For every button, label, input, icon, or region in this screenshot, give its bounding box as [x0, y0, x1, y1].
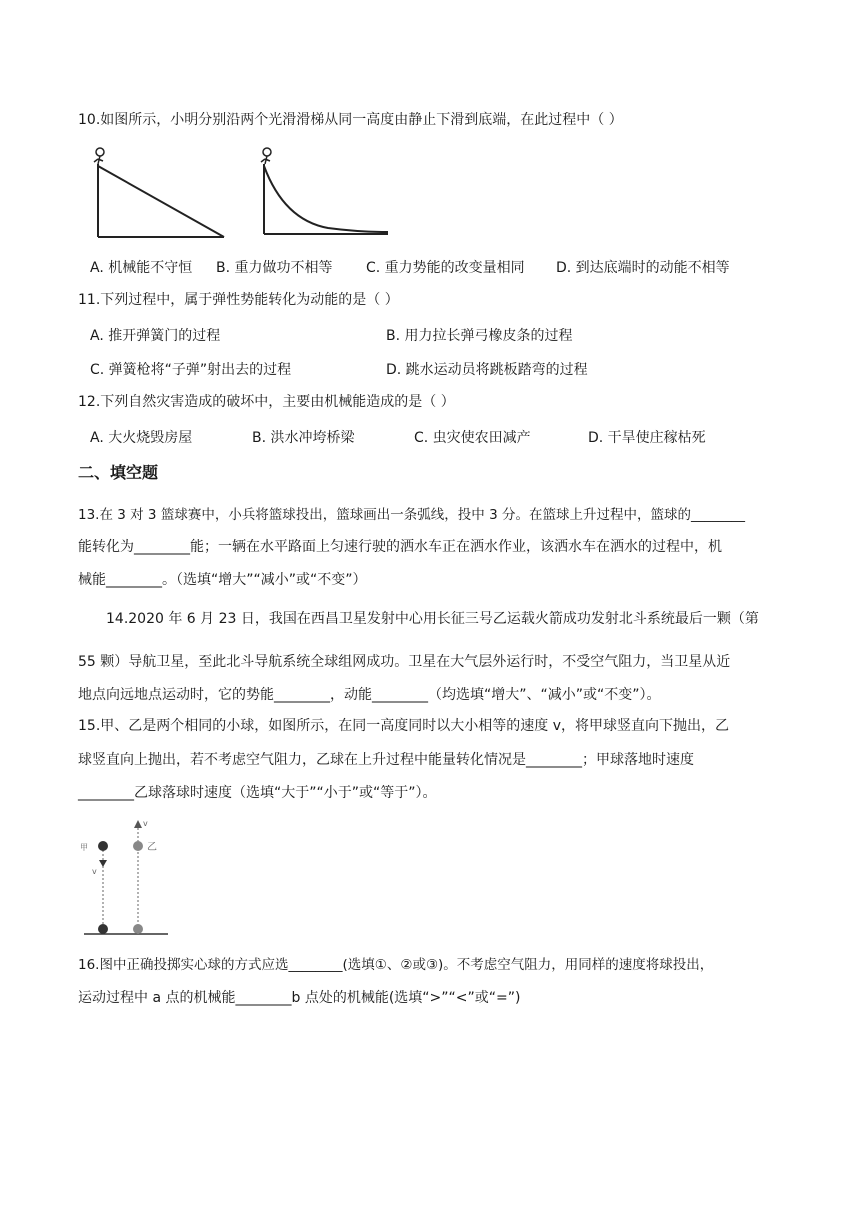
q12-stem: 12.下列自然灾害造成的破坏中，主要由机械能造成的是（ ） [78, 394, 455, 410]
q11-option-d[interactable]: D. 跳水运动员将跳板踏弯的过程 [386, 362, 588, 378]
straight-slide [98, 164, 224, 237]
q11-option-a[interactable]: A. 推开弹簧门的过程 [90, 328, 221, 344]
q14-line2: 55 颗）导航卫星，至此北斗导航系统全球组网成功。卫星在大气层外运行时，不受空气阻力，当卫星从近 [78, 654, 731, 670]
q11-option-c[interactable]: C. 弹簧枪将“子弹”射出去的过程 [90, 362, 292, 378]
arrow-down-icon [99, 860, 107, 867]
curved-slide [264, 164, 388, 234]
ball-jia-bottom [98, 924, 108, 934]
q12-option-d[interactable]: D. 干旱使庄稼枯死 [588, 430, 706, 446]
q12-option-c[interactable]: C. 虫灾使农田减产 [414, 430, 531, 446]
q15-line3: ________乙球落球时速度（选填“大于”“小于”或“等于”）。 [78, 785, 437, 801]
label-v-down: v [92, 867, 97, 876]
q13-line1: 13.在 3 对 3 篮球赛中，小兵将篮球投出，篮球画出一条弧线，投中 3 分。在篮球上升过程中，篮球的________ [78, 507, 745, 523]
q15-line2: 球竖直向上抛出，若不考虑空气阻力，乙球在上升过程中能量转化情况是________；甲球落地时速度 [78, 752, 694, 768]
q15-line1: 15.甲、乙是两个相同的小球，如图所示，在同一高度同时以大小相等的速度 v，将甲球竖直向下抛出，乙 [78, 718, 729, 734]
person-icon-right [261, 148, 271, 164]
q11-option-b[interactable]: B. 用力拉长弹弓橡皮条的过程 [386, 328, 573, 344]
slide-figure [88, 144, 408, 244]
q11-stem: 11.下列过程中，属于弹性势能转化为动能的是（ ） [78, 292, 399, 308]
section-heading: 二、填空题 [78, 463, 159, 482]
q10-option-a[interactable]: A. 机械能不守恒 [90, 260, 193, 276]
q10-option-b[interactable]: B. 重力做功不相等 [216, 260, 333, 276]
q16-line1: 16.图中正确投掷实心球的方式应选________(选填①、②或③)。不考虑空气阻力，用同样的速度将球投出， [78, 957, 714, 973]
ball-yi-top [133, 841, 143, 851]
label-v-up: v [143, 819, 148, 828]
q12-option-b[interactable]: B. 洪水冲垮桥梁 [252, 430, 355, 446]
ball-yi-bottom [133, 924, 143, 934]
person-icon-left [94, 148, 104, 164]
ball-figure [80, 814, 180, 938]
q10-option-d[interactable]: D. 到达底端时的动能不相等 [556, 260, 730, 276]
arrow-up-icon [134, 820, 142, 828]
q10-option-c[interactable]: C. 重力势能的改变量相同 [366, 260, 525, 276]
q13-line3: 械能________。（选填“增大”“减小”或“不变”） [78, 572, 367, 588]
q14-line3: 地点向远地点运动时，它的势能________，动能________（均选填“增大”、“减小”或“不变”）。 [78, 687, 661, 703]
q13-line2: 能转化为________能；一辆在水平路面上匀速行驶的洒水车正在洒水作业，该洒水车在洒水的过程中，机 [78, 539, 722, 555]
q12-option-a[interactable]: A. 大火烧毁房屋 [90, 430, 193, 446]
q10-stem: 10.如图所示，小明分别沿两个光滑滑梯从同一高度由静止下滑到底端，在此过程中（ ） [78, 112, 623, 128]
ball-jia-top [98, 841, 108, 851]
label-jia: 甲 [80, 843, 88, 852]
q16-line2: 运动过程中 a 点的机械能________b 点处的机械能(选填“>”“<”或“=”) [78, 990, 521, 1006]
q14-line1: 14.2020 年 6 月 23 日，我国在西昌卫星发射中心用长征三号乙运载火箭成功发射北斗系统最后一颗（第 [106, 611, 759, 627]
label-yi: 乙 [147, 842, 157, 853]
